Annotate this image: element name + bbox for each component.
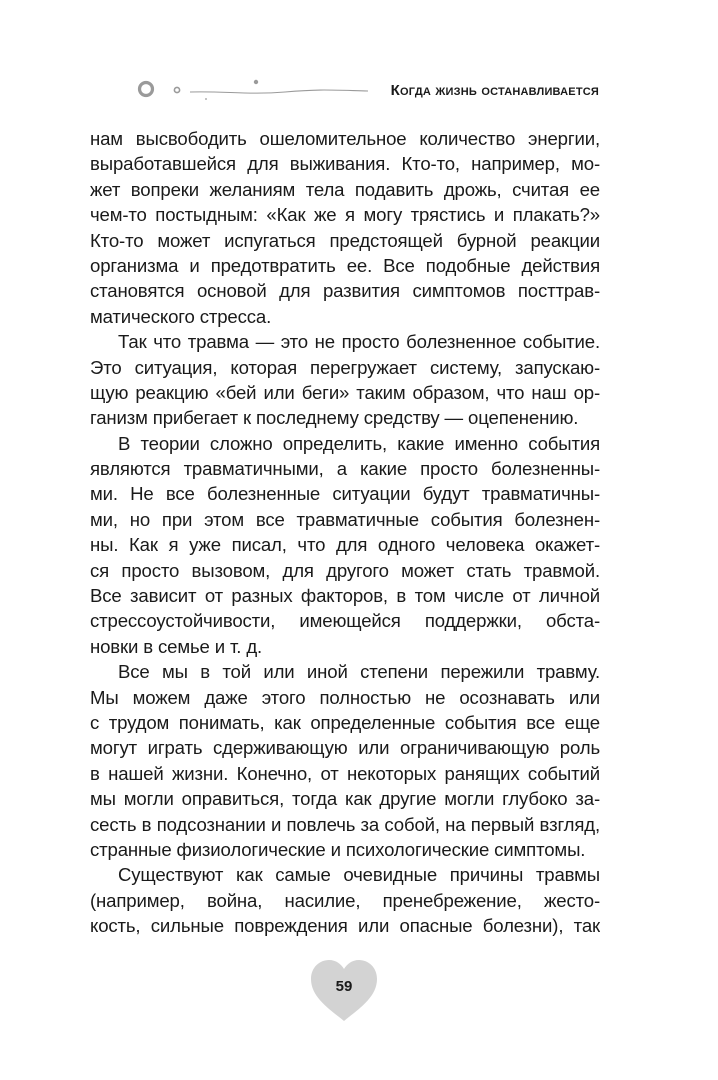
text-line: сесть в подсознании и повлечь за собой, на первый взгляд,: [90, 813, 600, 835]
ornament-line: [190, 90, 368, 93]
text-line: ны. Как я уже писал, что для одного человека окажет-: [90, 534, 600, 556]
text-line: организма и предотвратить ее. Все подобные действия: [90, 254, 600, 276]
text-line: В теории сложно определить, какие именно события: [118, 432, 600, 454]
text-line: выработавшейся для выживания. Кто-то, например, мо-: [90, 153, 600, 175]
running-title: Когда жизнь останавливается: [390, 82, 599, 99]
text-line: жет вопреки желаниям тела подавить дрожь, считая ее: [90, 178, 600, 200]
text-line: Мы можем даже этого полностью не осознавать или: [90, 686, 600, 708]
text-line: стрессоустойчивости, имеющейся поддержки, обста-: [90, 610, 600, 632]
text-line: щую реакцию «бей или беги» таким образом, что наш ор-: [90, 381, 600, 403]
body-text: [90, 126, 600, 939]
text-line: ми. Не все болезненные ситуации будут травматичны-: [90, 483, 600, 505]
text-line: ми, но при этом все травматичные события болезнен-: [90, 508, 600, 530]
text-line: мы могли оправиться, тогда как другие могли глубоко за-: [90, 788, 600, 810]
text-line: нам высвободить ошеломительное количество энергии,: [90, 128, 600, 149]
text-line: Так что травма — это не просто болезненное событие.: [118, 331, 600, 353]
text-line: чем-то постыдным: «Как же я могу трястись и плакать?»: [90, 204, 600, 226]
text-line: становятся основой для развития симптомов посттрав-: [90, 280, 600, 302]
page-header: [0, 62, 718, 112]
ornament-dot: [254, 80, 258, 84]
ornament-small-circle: [174, 87, 179, 92]
text-line: являются травматичными, а какие просто болезненны-: [90, 458, 600, 480]
text-line: новки в семье и т. д.: [90, 635, 263, 657]
text-line: в нашей жизни. Конечно, от некоторых ранящих событий: [90, 762, 600, 784]
text-line: могут играть сдерживающую или ограничивающую роль: [90, 737, 600, 759]
text-line: матического стресса.: [90, 305, 272, 327]
ornament-large-circle: [140, 83, 153, 96]
text-line: странные физиологические и психологические симптомы.: [90, 838, 586, 860]
text-line: Кто-то может испугаться предстоящей бурной реакции: [90, 229, 600, 251]
ornament-tiny-dot: [205, 98, 207, 100]
text-line: с трудом понимать, как определенные события все еще: [90, 711, 600, 733]
text-line: ганизм прибегает к последнему средству — оцепенению.: [90, 407, 579, 429]
page-number-badge: [309, 958, 379, 1024]
page-number: 59: [335, 978, 353, 995]
text-line: (например, война, насилие, пренебрежение, жесто-: [90, 889, 600, 911]
text-line: Существуют как самые очевидные причины травмы: [118, 864, 600, 886]
text-line: Это ситуация, которая перегружает систему, запускаю-: [90, 356, 600, 378]
header-ornament: [0, 62, 718, 112]
text-line: Все мы в той или иной степени пережили травму.: [118, 661, 600, 683]
text-line: кость, сильные повреждения или опасные болезни), так: [90, 915, 600, 937]
text-line: Все зависит от разных факторов, в том числе от личной: [90, 585, 600, 607]
text-line: ся просто вызовом, для другого может стать травмой.: [90, 559, 600, 581]
